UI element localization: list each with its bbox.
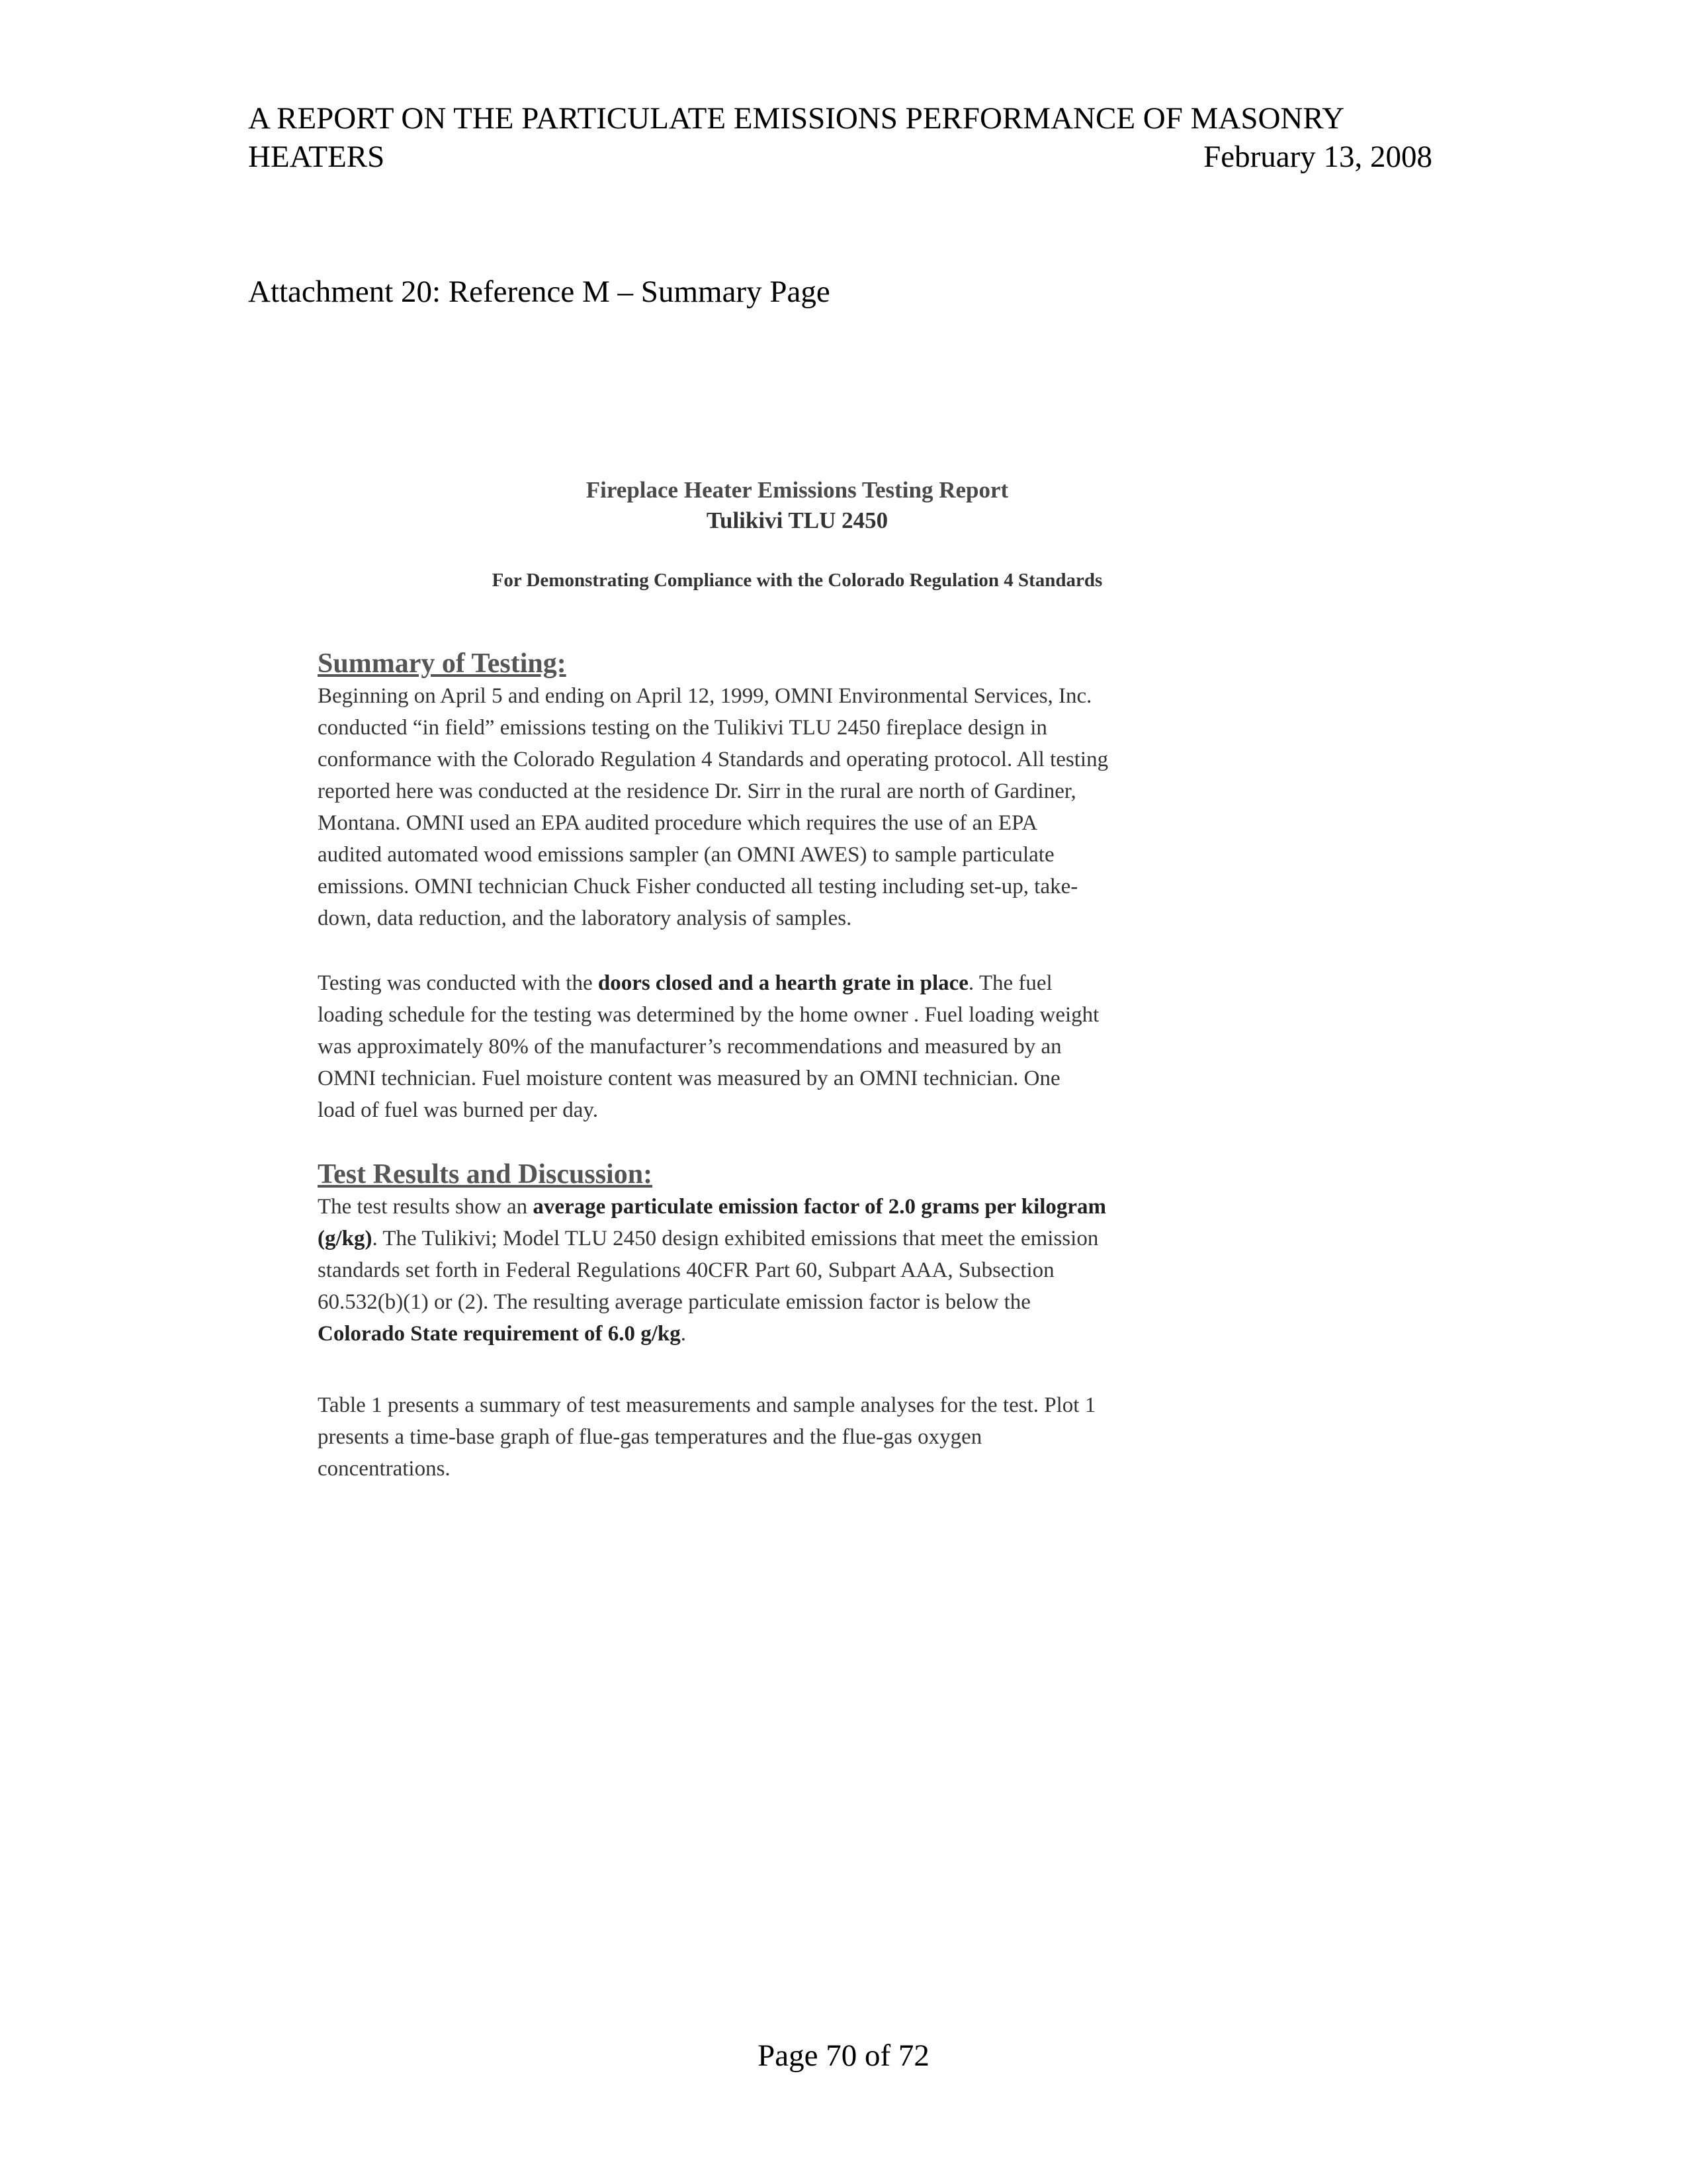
report-header-title-end: HEATERS bbox=[248, 140, 385, 174]
conditions-line: load of fuel was burned per day. bbox=[318, 1098, 598, 1122]
conditions-text: . The fuel bbox=[968, 971, 1053, 995]
results-line: standards set forth in Federal Regulations 40CFR Part 60, Subpart AAA, Subsection bbox=[318, 1258, 1055, 1282]
conditions-line: was approximately 80% of the manufacturer’s recommendations and measured by an bbox=[318, 1035, 1062, 1059]
results-emphasis: average particulate emission factor of 2.0 grams per kilogram bbox=[533, 1195, 1107, 1219]
report-date: February 13, 2008 bbox=[1203, 140, 1432, 174]
results-line bbox=[318, 1318, 1283, 1350]
results-line bbox=[318, 1223, 1283, 1254]
report-header-line1: A REPORT ON THE PARTICULATE EMISSIONS PERFORMANCE OF MASONRY bbox=[248, 101, 1345, 136]
summary-line: conducted “in field” emissions testing on the Tulikivi TLU 2450 fireplace design in bbox=[318, 716, 1047, 740]
results-emphasis: (g/kg) bbox=[318, 1227, 372, 1250]
summary-heading: Summary of Testing: bbox=[318, 648, 566, 679]
table-summary-line: concentrations. bbox=[318, 1457, 451, 1481]
summary-line: reported here was conducted at the residence Dr. Sirr in the rural are north of Gardiner, bbox=[318, 779, 1076, 803]
results-text: The test results show an bbox=[318, 1195, 533, 1219]
attachment-title: Attachment 20: Reference M – Summary Page bbox=[248, 275, 830, 309]
results-line: 60.532(b)(1) or (2). The resulting average particulate emission factor is below the bbox=[318, 1290, 1031, 1314]
conditions-line: OMNI technician. Fuel moisture content was measured by an OMNI technician. One bbox=[318, 1067, 1060, 1090]
summary-line: down, data reduction, and the laboratory analysis of samples. bbox=[318, 906, 852, 930]
results-text: . bbox=[680, 1322, 686, 1346]
scan-report-title: Fireplace Heater Emissions Testing Report bbox=[585, 477, 1009, 503]
report-header-line2 bbox=[248, 138, 1432, 176]
summary-line: Montana. OMNI used an EPA audited procedure which requires the use of an EPA bbox=[318, 811, 1038, 835]
conditions-text: Testing was conducted with the bbox=[318, 971, 598, 995]
results-paragraph bbox=[318, 1191, 1283, 1350]
summary-line: audited automated wood emissions sampler (an OMNI AWES) to sample particulate bbox=[318, 843, 1055, 867]
results-line bbox=[318, 1191, 1283, 1223]
results-emphasis: Colorado State requirement of 6.0 g/kg bbox=[318, 1322, 681, 1346]
conditions-line: loading schedule for the testing was determined by the home owner . Fuel loading weight bbox=[318, 1003, 1100, 1027]
summary-line: conformance with the Colorado Regulation 4 Standards and operating protocol. All testing bbox=[318, 748, 1109, 771]
scan-report-subtitle: For Demonstrating Compliance with the Colorado Regulation 4 Standards bbox=[492, 570, 1103, 591]
summary-paragraph bbox=[318, 680, 1283, 934]
results-heading: Test Results and Discussion: bbox=[318, 1159, 653, 1190]
page-number: Page 70 of 72 bbox=[757, 2038, 930, 2073]
table-summary-line: presents a time-base graph of flue-gas temperatures and the flue-gas oxygen bbox=[318, 1425, 982, 1449]
table-summary-paragraph bbox=[318, 1389, 1283, 1485]
summary-line: Beginning on April 5 and ending on April 12, 1999, OMNI Environmental Services, Inc. bbox=[318, 684, 1092, 708]
summary-line: emissions. OMNI technician Chuck Fisher conducted all testing including set-up, take- bbox=[318, 875, 1078, 898]
scan-report-model: Tulikivi TLU 2450 bbox=[706, 507, 888, 533]
conditions-paragraph bbox=[318, 967, 1283, 1126]
results-text: . The Tulikivi; Model TLU 2450 design exhibited emissions that meet the emission bbox=[372, 1227, 1099, 1250]
conditions-line bbox=[318, 967, 1283, 999]
table-summary-line: Table 1 presents a summary of test measurements and sample analyses for the test. Plot 1 bbox=[318, 1393, 1096, 1417]
conditions-emphasis: doors closed and a hearth grate in place bbox=[597, 971, 969, 995]
